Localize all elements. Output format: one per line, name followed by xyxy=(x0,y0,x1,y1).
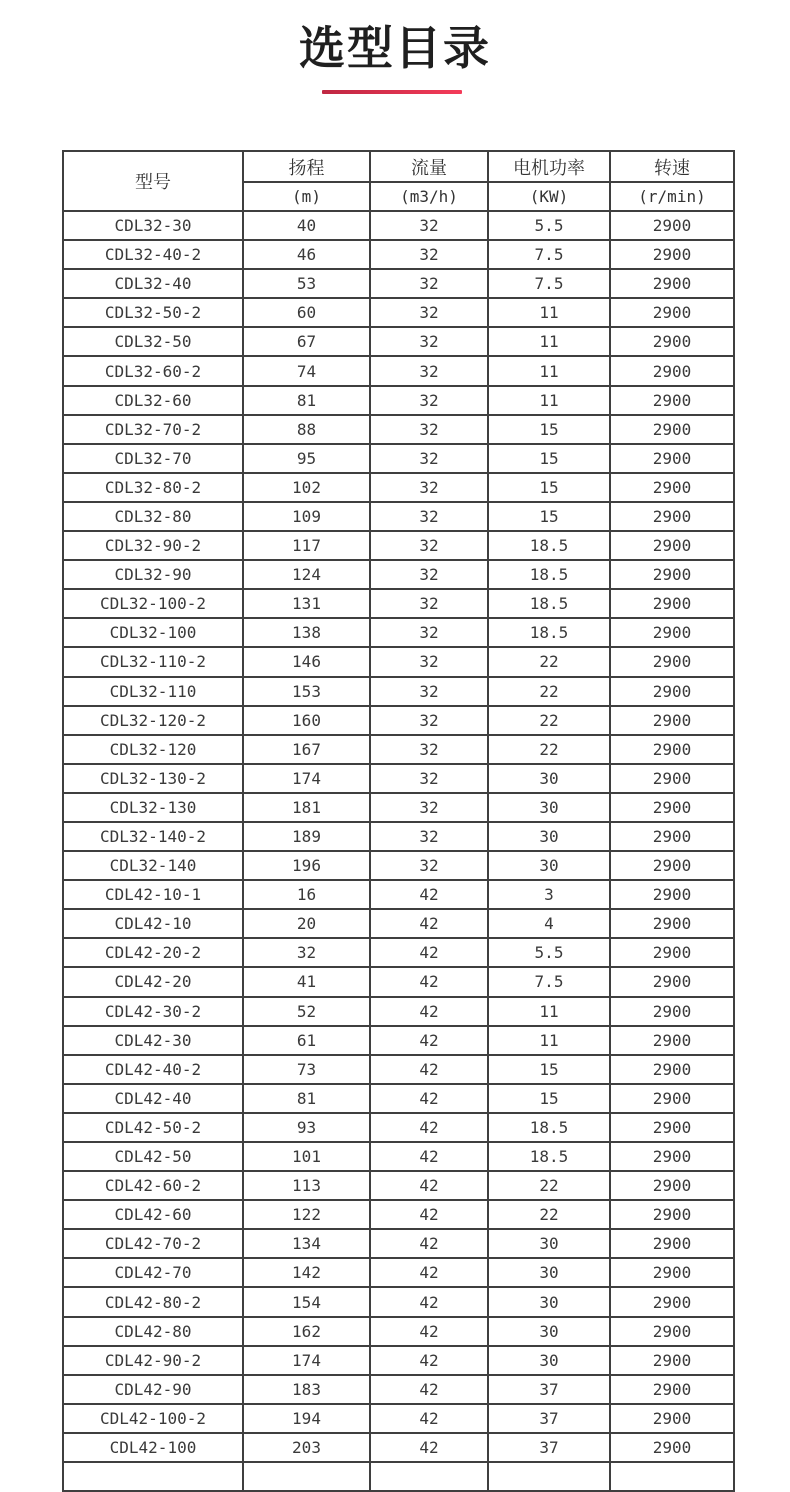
cell-power: 3 xyxy=(488,880,610,909)
table-row xyxy=(63,1258,734,1287)
cell-power: 15 xyxy=(488,473,610,502)
cell-model: CDL32-60-2 xyxy=(63,356,243,385)
title-underline xyxy=(322,90,462,94)
header-power-unit: (KW) xyxy=(488,182,610,211)
cell-model: CDL32-50 xyxy=(63,327,243,356)
cell-head: 122 xyxy=(243,1200,370,1229)
cell-model: CDL42-50-2 xyxy=(63,1113,243,1142)
header-model: 型号 xyxy=(63,151,243,211)
cell-speed: 2900 xyxy=(610,269,734,298)
cell-speed: 2900 xyxy=(610,1055,734,1084)
cell-head: 146 xyxy=(243,647,370,676)
cell-head: 41 xyxy=(243,967,370,996)
cell-model: CDL32-70 xyxy=(63,444,243,473)
cell-flow: 32 xyxy=(370,356,488,385)
cell-power: 22 xyxy=(488,706,610,735)
cell-model: CDL42-60 xyxy=(63,1200,243,1229)
cell-speed: 2900 xyxy=(610,1287,734,1316)
cell-power: 15 xyxy=(488,415,610,444)
cell-head: 124 xyxy=(243,560,370,589)
cell-speed: 2900 xyxy=(610,502,734,531)
cell-flow: 42 xyxy=(370,1229,488,1258)
cell-speed: 2900 xyxy=(610,997,734,1026)
cell-flow: 32 xyxy=(370,415,488,444)
table-row xyxy=(63,851,734,880)
cell-speed: 2900 xyxy=(610,589,734,618)
cell-power: 30 xyxy=(488,1258,610,1287)
cell-speed: 2900 xyxy=(610,1200,734,1229)
cell-model: CDL32-50-2 xyxy=(63,298,243,327)
table-row xyxy=(63,1113,734,1142)
cell-head: 60 xyxy=(243,298,370,327)
cell-head: 142 xyxy=(243,1258,370,1287)
cell-head: 113 xyxy=(243,1171,370,1200)
cell-power: 11 xyxy=(488,1026,610,1055)
cell-speed: 2900 xyxy=(610,677,734,706)
cell-power: 11 xyxy=(488,386,610,415)
table-row xyxy=(63,677,734,706)
cell-power: 22 xyxy=(488,647,610,676)
table-row xyxy=(63,531,734,560)
cell-model: CDL32-40 xyxy=(63,269,243,298)
cell-power: 11 xyxy=(488,997,610,1026)
cell-speed: 2900 xyxy=(610,415,734,444)
cell-head: 74 xyxy=(243,356,370,385)
cell-head: 131 xyxy=(243,589,370,618)
cell-head: 134 xyxy=(243,1229,370,1258)
cell-model: CDL32-90 xyxy=(63,560,243,589)
cell-head: 32 xyxy=(243,938,370,967)
cell-flow: 32 xyxy=(370,735,488,764)
table-row xyxy=(63,327,734,356)
cell-speed: 2900 xyxy=(610,764,734,793)
cell-power: 18.5 xyxy=(488,531,610,560)
cell-model: CDL32-120-2 xyxy=(63,706,243,735)
cell-speed: 2900 xyxy=(610,618,734,647)
cell-flow: 32 xyxy=(370,531,488,560)
cell-speed: 2900 xyxy=(610,1084,734,1113)
cell-speed: 2900 xyxy=(610,1142,734,1171)
cell-speed: 2900 xyxy=(610,298,734,327)
table-row xyxy=(63,356,734,385)
table-row xyxy=(63,938,734,967)
cell-model: CDL42-10 xyxy=(63,909,243,938)
cell-head: 154 xyxy=(243,1287,370,1316)
cell-power: 30 xyxy=(488,764,610,793)
cell-head: 46 xyxy=(243,240,370,269)
cell-flow: 42 xyxy=(370,1084,488,1113)
cell-head: 53 xyxy=(243,269,370,298)
cell-power: 15 xyxy=(488,444,610,473)
table-row-clipped xyxy=(63,1462,734,1491)
cell-speed: 2900 xyxy=(610,1113,734,1142)
table-row xyxy=(63,298,734,327)
cell-head: 138 xyxy=(243,618,370,647)
cell-flow: 42 xyxy=(370,967,488,996)
cell-power: 15 xyxy=(488,1084,610,1113)
cell-head: 20 xyxy=(243,909,370,938)
cell-flow: 42 xyxy=(370,1055,488,1084)
cell-model: CDL32-140 xyxy=(63,851,243,880)
cell-model: CDL32-90-2 xyxy=(63,531,243,560)
cell-speed: 2900 xyxy=(610,1375,734,1404)
cell-model: CDL32-40-2 xyxy=(63,240,243,269)
cell-flow: 42 xyxy=(370,1287,488,1316)
header-head: 扬程 xyxy=(243,151,370,182)
cell-model: CDL32-130-2 xyxy=(63,764,243,793)
cell-flow: 42 xyxy=(370,1258,488,1287)
cell-model: CDL32-30 xyxy=(63,211,243,240)
cell-head: 81 xyxy=(243,386,370,415)
cell-flow: 42 xyxy=(370,1026,488,1055)
table-row xyxy=(63,415,734,444)
table-row xyxy=(63,211,734,240)
table-row xyxy=(63,1084,734,1113)
cell-model: CDL42-40 xyxy=(63,1084,243,1113)
cell-flow: 32 xyxy=(370,444,488,473)
cell-speed: 2900 xyxy=(610,938,734,967)
cell-flow: 42 xyxy=(370,997,488,1026)
cell-flow: 42 xyxy=(370,1433,488,1462)
cell-power: 15 xyxy=(488,502,610,531)
cell-flow: 42 xyxy=(370,880,488,909)
cell-flow: 32 xyxy=(370,327,488,356)
table-row xyxy=(63,706,734,735)
cell-empty xyxy=(243,1462,370,1491)
cell-model: CDL32-110-2 xyxy=(63,647,243,676)
cell-head: 109 xyxy=(243,502,370,531)
cell-model: CDL42-30 xyxy=(63,1026,243,1055)
cell-power: 11 xyxy=(488,327,610,356)
cell-empty xyxy=(370,1462,488,1491)
cell-model: CDL42-70 xyxy=(63,1258,243,1287)
table-row xyxy=(63,386,734,415)
cell-head: 40 xyxy=(243,211,370,240)
cell-power: 30 xyxy=(488,1287,610,1316)
cell-speed: 2900 xyxy=(610,1229,734,1258)
cell-head: 16 xyxy=(243,880,370,909)
cell-speed: 2900 xyxy=(610,1258,734,1287)
table-row xyxy=(63,589,734,618)
cell-flow: 32 xyxy=(370,618,488,647)
cell-power: 22 xyxy=(488,735,610,764)
cell-head: 181 xyxy=(243,793,370,822)
cell-model: CDL32-120 xyxy=(63,735,243,764)
cell-model: CDL32-100 xyxy=(63,618,243,647)
cell-speed: 2900 xyxy=(610,647,734,676)
cell-head: 52 xyxy=(243,997,370,1026)
table-row xyxy=(63,1375,734,1404)
cell-speed: 2900 xyxy=(610,531,734,560)
cell-model: CDL42-50 xyxy=(63,1142,243,1171)
cell-model: CDL42-90-2 xyxy=(63,1346,243,1375)
cell-model: CDL42-40-2 xyxy=(63,1055,243,1084)
cell-flow: 32 xyxy=(370,764,488,793)
table-row xyxy=(63,1200,734,1229)
cell-flow: 32 xyxy=(370,706,488,735)
cell-speed: 2900 xyxy=(610,735,734,764)
cell-head: 174 xyxy=(243,1346,370,1375)
cell-empty xyxy=(63,1462,243,1491)
cell-flow: 32 xyxy=(370,211,488,240)
cell-model: CDL32-140-2 xyxy=(63,822,243,851)
cell-power: 7.5 xyxy=(488,269,610,298)
cell-power: 15 xyxy=(488,1055,610,1084)
table-row xyxy=(63,560,734,589)
cell-power: 30 xyxy=(488,851,610,880)
cell-head: 81 xyxy=(243,1084,370,1113)
header-speed: 转速 xyxy=(610,151,734,182)
cell-flow: 32 xyxy=(370,677,488,706)
table-row xyxy=(63,793,734,822)
cell-flow: 42 xyxy=(370,1375,488,1404)
cell-head: 162 xyxy=(243,1317,370,1346)
cell-head: 101 xyxy=(243,1142,370,1171)
table-row xyxy=(63,997,734,1026)
table-row xyxy=(63,647,734,676)
cell-head: 73 xyxy=(243,1055,370,1084)
cell-speed: 2900 xyxy=(610,909,734,938)
cell-power: 37 xyxy=(488,1433,610,1462)
cell-speed: 2900 xyxy=(610,1404,734,1433)
cell-power: 7.5 xyxy=(488,240,610,269)
cell-power: 18.5 xyxy=(488,1142,610,1171)
cell-power: 30 xyxy=(488,793,610,822)
cell-power: 22 xyxy=(488,1200,610,1229)
cell-model: CDL42-80 xyxy=(63,1317,243,1346)
cell-power: 18.5 xyxy=(488,560,610,589)
cell-model: CDL42-20 xyxy=(63,967,243,996)
table-row xyxy=(63,618,734,647)
cell-flow: 32 xyxy=(370,793,488,822)
table-row xyxy=(63,1055,734,1084)
table-row xyxy=(63,1433,734,1462)
cell-model: CDL32-100-2 xyxy=(63,589,243,618)
cell-speed: 2900 xyxy=(610,356,734,385)
cell-speed: 2900 xyxy=(610,444,734,473)
cell-flow: 32 xyxy=(370,269,488,298)
table-row xyxy=(63,764,734,793)
cell-model: CDL42-30-2 xyxy=(63,997,243,1026)
cell-model: CDL32-130 xyxy=(63,793,243,822)
cell-flow: 32 xyxy=(370,851,488,880)
cell-flow: 32 xyxy=(370,502,488,531)
cell-flow: 42 xyxy=(370,1200,488,1229)
cell-power: 22 xyxy=(488,1171,610,1200)
table-row xyxy=(63,735,734,764)
cell-flow: 32 xyxy=(370,647,488,676)
table-row xyxy=(63,880,734,909)
cell-speed: 2900 xyxy=(610,1346,734,1375)
cell-model: CDL42-90 xyxy=(63,1375,243,1404)
cell-flow: 42 xyxy=(370,1346,488,1375)
cell-head: 61 xyxy=(243,1026,370,1055)
cell-speed: 2900 xyxy=(610,327,734,356)
cell-power: 18.5 xyxy=(488,618,610,647)
table-row xyxy=(63,1142,734,1171)
cell-speed: 2900 xyxy=(610,240,734,269)
table-row xyxy=(63,1229,734,1258)
cell-power: 37 xyxy=(488,1404,610,1433)
cell-speed: 2900 xyxy=(610,1433,734,1462)
header-power: 电机功率 xyxy=(488,151,610,182)
cell-flow: 32 xyxy=(370,560,488,589)
cell-speed: 2900 xyxy=(610,1171,734,1200)
cell-head: 183 xyxy=(243,1375,370,1404)
cell-power: 18.5 xyxy=(488,1113,610,1142)
cell-head: 153 xyxy=(243,677,370,706)
cell-head: 93 xyxy=(243,1113,370,1142)
cell-flow: 32 xyxy=(370,473,488,502)
header-head-unit: (m) xyxy=(243,182,370,211)
cell-speed: 2900 xyxy=(610,967,734,996)
table-row xyxy=(63,1287,734,1316)
table-row xyxy=(63,240,734,269)
table-row xyxy=(63,1026,734,1055)
cell-model: CDL42-70-2 xyxy=(63,1229,243,1258)
cell-power: 11 xyxy=(488,356,610,385)
cell-head: 203 xyxy=(243,1433,370,1462)
cell-flow: 42 xyxy=(370,938,488,967)
cell-power: 30 xyxy=(488,1229,610,1258)
table-row xyxy=(63,473,734,502)
cell-power: 5.5 xyxy=(488,211,610,240)
header-label-row xyxy=(63,151,734,182)
cell-head: 189 xyxy=(243,822,370,851)
cell-empty xyxy=(488,1462,610,1491)
cell-model: CDL42-20-2 xyxy=(63,938,243,967)
cell-speed: 2900 xyxy=(610,706,734,735)
cell-speed: 2900 xyxy=(610,560,734,589)
cell-flow: 42 xyxy=(370,1142,488,1171)
cell-head: 102 xyxy=(243,473,370,502)
cell-power: 11 xyxy=(488,298,610,327)
cell-model: CDL42-80-2 xyxy=(63,1287,243,1316)
cell-speed: 2900 xyxy=(610,880,734,909)
table-header xyxy=(63,151,734,211)
cell-power: 37 xyxy=(488,1375,610,1404)
cell-speed: 2900 xyxy=(610,1317,734,1346)
cell-model: CDL42-100-2 xyxy=(63,1404,243,1433)
cell-flow: 42 xyxy=(370,1171,488,1200)
cell-head: 174 xyxy=(243,764,370,793)
cell-head: 95 xyxy=(243,444,370,473)
header-speed-unit: (r/min) xyxy=(610,182,734,211)
cell-flow: 32 xyxy=(370,822,488,851)
cell-head: 194 xyxy=(243,1404,370,1433)
cell-speed: 2900 xyxy=(610,793,734,822)
cell-speed: 2900 xyxy=(610,211,734,240)
cell-flow: 32 xyxy=(370,386,488,415)
cell-speed: 2900 xyxy=(610,851,734,880)
cell-empty xyxy=(610,1462,734,1491)
cell-model: CDL32-110 xyxy=(63,677,243,706)
cell-power: 7.5 xyxy=(488,967,610,996)
table-row xyxy=(63,822,734,851)
page-title: 选型目录 xyxy=(299,21,491,75)
table-row xyxy=(63,444,734,473)
cell-head: 196 xyxy=(243,851,370,880)
table-row xyxy=(63,502,734,531)
cell-head: 67 xyxy=(243,327,370,356)
cell-model: CDL42-60-2 xyxy=(63,1171,243,1200)
cell-head: 160 xyxy=(243,706,370,735)
cell-flow: 42 xyxy=(370,1404,488,1433)
cell-head: 167 xyxy=(243,735,370,764)
cell-model: CDL32-80-2 xyxy=(63,473,243,502)
cell-flow: 42 xyxy=(370,909,488,938)
table-row xyxy=(63,909,734,938)
table-body xyxy=(63,211,734,1491)
cell-head: 88 xyxy=(243,415,370,444)
cell-power: 30 xyxy=(488,822,610,851)
selection-catalog-table xyxy=(62,150,735,1492)
cell-model: CDL32-70-2 xyxy=(63,415,243,444)
cell-power: 22 xyxy=(488,677,610,706)
cell-speed: 2900 xyxy=(610,822,734,851)
cell-flow: 42 xyxy=(370,1113,488,1142)
cell-speed: 2900 xyxy=(610,473,734,502)
table-row xyxy=(63,967,734,996)
cell-power: 30 xyxy=(488,1346,610,1375)
cell-speed: 2900 xyxy=(610,386,734,415)
cell-speed: 2900 xyxy=(610,1026,734,1055)
header-flow: 流量 xyxy=(370,151,488,182)
cell-flow: 32 xyxy=(370,240,488,269)
cell-model: CDL42-10-1 xyxy=(63,880,243,909)
table-row xyxy=(63,1171,734,1200)
table-row xyxy=(63,1404,734,1433)
table-row xyxy=(63,1346,734,1375)
table-row xyxy=(63,269,734,298)
cell-head: 117 xyxy=(243,531,370,560)
cell-power: 4 xyxy=(488,909,610,938)
cell-model: CDL42-100 xyxy=(63,1433,243,1462)
header-flow-unit: (m3/h) xyxy=(370,182,488,211)
cell-flow: 42 xyxy=(370,1317,488,1346)
cell-flow: 32 xyxy=(370,589,488,618)
table-row xyxy=(63,1317,734,1346)
cell-power: 18.5 xyxy=(488,589,610,618)
cell-flow: 32 xyxy=(370,298,488,327)
cell-model: CDL32-80 xyxy=(63,502,243,531)
cell-power: 30 xyxy=(488,1317,610,1346)
cell-model: CDL32-60 xyxy=(63,386,243,415)
cell-power: 5.5 xyxy=(488,938,610,967)
